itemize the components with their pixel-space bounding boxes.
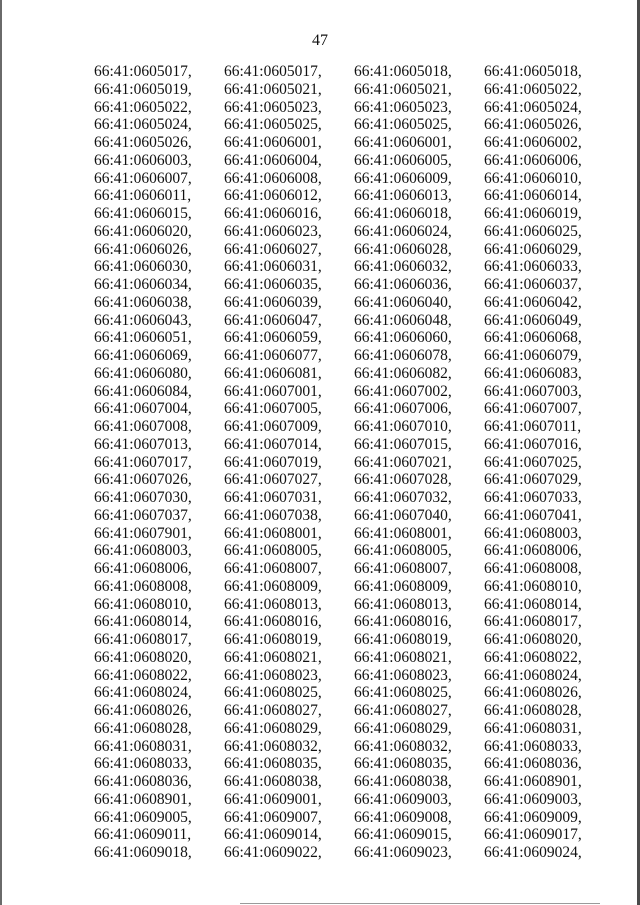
cadastral-number: 66:41:0605026, [94,134,192,151]
cadastral-number: 66:41:0606001, [224,134,322,151]
cadastral-number: 66:41:0605024, [94,116,192,134]
cadastral-number: 66:41:0608008, [94,577,192,595]
scan-edge-bottom [240,903,600,904]
cadastral-number: 66:41:0605023, [354,98,452,116]
cadastral-number: 66:41:0608029, [354,719,452,737]
cadastral-number: 66:41:0606051, [94,329,192,347]
cadastral-number: 66:41:0605024, [484,98,582,116]
cadastral-number: 66:41:0608005, [224,542,322,560]
cadastral-number: 66:41:0608026, [484,684,582,702]
cadastral-number: 66:41:0606035, [224,276,322,293]
cadastral-number: 66:41:0608025, [354,684,452,702]
cadastral-number: 66:41:0607028, [354,471,452,489]
cadastral-number: 66:41:0608006, [94,560,192,577]
cadastral-number: 66:41:0609014, [224,826,322,844]
cadastral-number: 66:41:0608016, [354,613,452,631]
cadastral-number: 66:41:0609008, [354,808,452,826]
cadastral-number: 66:41:0606060, [354,329,452,347]
cadastral-number: 66:41:0606077, [224,347,322,364]
cadastral-number: 66:41:0607004, [94,400,192,418]
cadastral-number: 66:41:0606069, [94,347,192,364]
cadastral-number: 66:41:0606059, [224,329,322,347]
cadastral-number: 66:41:0607001, [224,382,322,400]
cadastral-number: 66:41:0608029, [224,719,322,737]
page-number: 47 [312,32,328,49]
cadastral-number: 66:41:0608020, [94,648,192,666]
cadastral-number: 66:41:0606005, [354,151,452,169]
cadastral-number: 66:41:0608014, [94,613,192,631]
cadastral-number: 66:41:0608036, [484,755,582,773]
cadastral-number: 66:41:0608028, [484,702,582,719]
cadastral-number: 66:41:0606084, [94,382,192,400]
cadastral-number: 66:41:0606082, [354,364,452,382]
cadastral-number: 66:41:0607008, [94,418,192,435]
cadastral-number: 66:41:0607025, [484,453,582,471]
cadastral-number: 66:41:0606080, [94,364,192,382]
cadastral-number: 66:41:0607038, [224,506,322,524]
cadastral-number: 66:41:0608038, [354,773,452,790]
cadastral-number: 66:41:0608035, [354,755,452,773]
cadastral-number: 66:41:0608005, [354,542,452,560]
cadastral-number: 66:41:0608033, [484,737,582,755]
cadastral-number: 66:41:0608021, [354,648,452,666]
cadastral-number: 66:41:0607021, [354,453,452,471]
cadastral-number: 66:41:0607002, [354,382,452,400]
cadastral-number: 66:41:0609007, [224,808,322,826]
cadastral-number: 66:41:0605022, [94,98,192,116]
cadastral-number: 66:41:0607041, [484,506,582,524]
cadastral-number: 66:41:0606083, [484,364,582,382]
cadastral-number: 66:41:0608007, [224,560,322,577]
cadastral-number: 66:41:0608031, [484,719,582,737]
cadastral-number: 66:41:0608024, [484,666,582,684]
cadastral-number: 66:41:0605022, [484,80,582,98]
scan-edge-left [0,0,2,905]
cadastral-number: 66:41:0606034, [94,276,192,293]
cadastral-number: 66:41:0605021, [354,80,452,98]
cadastral-number: 66:41:0608023, [354,666,452,684]
cadastral-number: 66:41:0609003, [354,790,452,808]
cadastral-number: 66:41:0607006, [354,400,452,418]
cadastral-number: 66:41:0608027, [224,702,322,719]
cadastral-number: 66:41:0606009, [354,169,452,187]
cadastral-number: 66:41:0608003, [94,542,192,560]
cadastral-number: 66:41:0605017, [94,63,192,80]
cadastral-number: 66:41:0608013, [354,595,452,613]
cadastral-number: 66:41:0609022, [224,844,322,861]
cadastral-number: 66:41:0608024, [94,684,192,702]
cadastral-number: 66:41:0606002, [484,134,582,151]
cadastral-number: 66:41:0606008, [224,169,322,187]
cadastral-number: 66:41:0607016, [484,435,582,453]
cadastral-number: 66:41:0608009, [354,577,452,595]
cadastral-number: 66:41:0606039, [224,293,322,311]
cadastral-number: 66:41:0606031, [224,258,322,276]
cadastral-number: 66:41:0608016, [224,613,322,631]
cadastral-number: 66:41:0607017, [94,453,192,471]
cadastral-number: 66:41:0606018, [354,205,452,222]
cadastral-number: 66:41:0609024, [484,844,582,861]
cadastral-number: 66:41:0607007, [484,400,582,418]
cadastral-number: 66:41:0609015, [354,826,452,844]
cadastral-number: 66:41:0606036, [354,276,452,293]
cadastral-number: 66:41:0608901, [94,790,192,808]
cadastral-number: 66:41:0608036, [94,773,192,790]
cadastral-number: 66:41:0609001, [224,790,322,808]
cadastral-number: 66:41:0606011, [94,187,192,205]
cadastral-number: 66:41:0607040, [354,506,452,524]
cadastral-number: 66:41:0606081, [224,364,322,382]
cadastral-number: 66:41:0606033, [484,258,582,276]
cadastral-number: 66:41:0608028, [94,719,192,737]
cadastral-number: 66:41:0606078, [354,347,452,364]
cadastral-number: 66:41:0608013, [224,595,322,613]
cadastral-number: 66:41:0607010, [354,418,452,435]
cadastral-number: 66:41:0607027, [224,471,322,489]
cadastral-number: 66:41:0607037, [94,506,192,524]
cadastral-number: 66:41:0605019, [94,80,192,98]
cadastral-number: 66:41:0606029, [484,240,582,258]
cadastral-number: 66:41:0607014, [224,435,322,453]
cadastral-number: 66:41:0609017, [484,826,582,844]
cadastral-number: 66:41:0608010, [484,577,582,595]
cadastral-number: 66:41:0609003, [484,790,582,808]
cadastral-number: 66:41:0608033, [94,755,192,773]
cadastral-number: 66:41:0608032, [354,737,452,755]
cadastral-number: 66:41:0607009, [224,418,322,435]
cadastral-number-list [94,63,614,862]
cadastral-number: 66:41:0606016, [224,205,322,222]
cadastral-number: 66:41:0608001, [354,524,452,542]
cadastral-number: 66:41:0606003, [94,151,192,169]
cadastral-number: 66:41:0606004, [224,151,322,169]
cadastral-number: 66:41:0606032, [354,258,452,276]
cadastral-number: 66:41:0607019, [224,453,322,471]
cadastral-number: 66:41:0605026, [484,116,582,134]
cadastral-number: 66:41:0608025, [224,684,322,702]
cadastral-number: 66:41:0608035, [224,755,322,773]
cadastral-number: 66:41:0608017, [94,631,192,648]
cadastral-number: 66:41:0608007, [354,560,452,577]
cadastral-number: 66:41:0606043, [94,311,192,329]
cadastral-number: 66:41:0606006, [484,151,582,169]
cadastral-number: 66:41:0607026, [94,471,192,489]
cadastral-number: 66:41:0606014, [484,187,582,205]
cadastral-number: 66:41:0606020, [94,222,192,240]
cadastral-number: 66:41:0608010, [94,595,192,613]
cadastral-number: 66:41:0606010, [484,169,582,187]
cadastral-number: 66:41:0606023, [224,222,322,240]
cadastral-number: 66:41:0606038, [94,293,192,311]
cadastral-number: 66:41:0606026, [94,240,192,258]
cadastral-number: 66:41:0606015, [94,205,192,222]
cadastral-number: 66:41:0608001, [224,524,322,542]
cadastral-number: 66:41:0608019, [224,631,322,648]
cadastral-number: 66:41:0608022, [484,648,582,666]
cadastral-number: 66:41:0607011, [484,418,582,435]
cadastral-number: 66:41:0607030, [94,489,192,506]
cadastral-number: 66:41:0606079, [484,347,582,364]
cadastral-number: 66:41:0606042, [484,293,582,311]
cadastral-number: 66:41:0605018, [484,63,582,80]
cadastral-number: 66:41:0607005, [224,400,322,418]
cadastral-number: 66:41:0608038, [224,773,322,790]
cadastral-number: 66:41:0608022, [94,666,192,684]
cadastral-number: 66:41:0608021, [224,648,322,666]
cadastral-number: 66:41:0606007, [94,169,192,187]
cadastral-number: 66:41:0609009, [484,808,582,826]
cadastral-number: 66:41:0609018, [94,844,192,861]
cadastral-number: 66:41:0605025, [354,116,452,134]
cadastral-number: 66:41:0605025, [224,116,322,134]
cadastral-number: 66:41:0606027, [224,240,322,258]
cadastral-number: 66:41:0606019, [484,205,582,222]
cadastral-number: 66:41:0606037, [484,276,582,293]
cadastral-number: 66:41:0606012, [224,187,322,205]
cadastral-number: 66:41:0608017, [484,613,582,631]
cadastral-number: 66:41:0608023, [224,666,322,684]
cadastral-number: 66:41:0606048, [354,311,452,329]
cadastral-number: 66:41:0608031, [94,737,192,755]
cadastral-number: 66:41:0608019, [354,631,452,648]
cadastral-number: 66:41:0607003, [484,382,582,400]
cadastral-number: 66:41:0606040, [354,293,452,311]
cadastral-number: 66:41:0607033, [484,489,582,506]
cadastral-number: 66:41:0606001, [354,134,452,151]
cadastral-number: 66:41:0605018, [354,63,452,80]
cadastral-number: 66:41:0606030, [94,258,192,276]
cadastral-number: 66:41:0607901, [94,524,192,542]
cadastral-number: 66:41:0608020, [484,631,582,648]
cadastral-number: 66:41:0608009, [224,577,322,595]
cadastral-number: 66:41:0606028, [354,240,452,258]
cadastral-number: 66:41:0608026, [94,702,192,719]
cadastral-number: 66:41:0606025, [484,222,582,240]
cadastral-number: 66:41:0607032, [354,489,452,506]
cadastral-number: 66:41:0605021, [224,80,322,98]
cadastral-number: 66:41:0608003, [484,524,582,542]
cadastral-number: 66:41:0606068, [484,329,582,347]
cadastral-number: 66:41:0605017, [224,63,322,80]
cadastral-number: 66:41:0606013, [354,187,452,205]
cadastral-number: 66:41:0607015, [354,435,452,453]
cadastral-number: 66:41:0606024, [354,222,452,240]
cadastral-number: 66:41:0609023, [354,844,452,861]
cadastral-number: 66:41:0608008, [484,560,582,577]
cadastral-number: 66:41:0609011, [94,826,192,844]
cadastral-number: 66:41:0606047, [224,311,322,329]
cadastral-number: 66:41:0609005, [94,808,192,826]
cadastral-number: 66:41:0608006, [484,542,582,560]
cadastral-number: 66:41:0608032, [224,737,322,755]
cadastral-number: 66:41:0608027, [354,702,452,719]
cadastral-number: 66:41:0608901, [484,773,582,790]
cadastral-number: 66:41:0605023, [224,98,322,116]
cadastral-number: 66:41:0607013, [94,435,192,453]
cadastral-number: 66:41:0607031, [224,489,322,506]
cadastral-number: 66:41:0608014, [484,595,582,613]
cadastral-number: 66:41:0607029, [484,471,582,489]
cadastral-number: 66:41:0606049, [484,311,582,329]
